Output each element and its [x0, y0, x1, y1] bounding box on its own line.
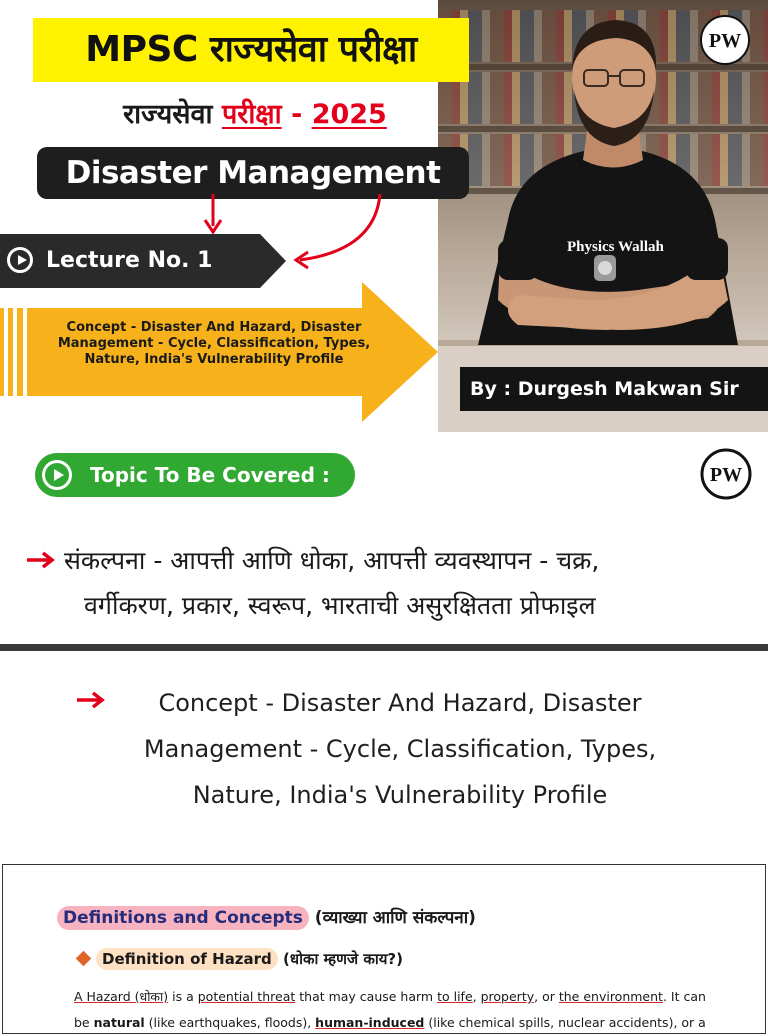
lecture-concept: Concept - Disaster And Hazard, Disaster Management - Cycle, Classification, Types, Nature, India's Vulnerability Profile: [57, 320, 371, 367]
exam-title: MPSC राज्यसेवा परीक्षा: [33, 18, 469, 82]
exam-word: परीक्षा: [221, 99, 282, 130]
topic-marathi: [64, 538, 744, 628]
doc-paragraph: [74, 984, 714, 1036]
section-divider: [0, 644, 768, 651]
topic-english-line2: Management - Cycle, Classification, Types,: [143, 735, 657, 763]
topic-marathi-line1: संकल्पना - आपत्ती आणि धोका, आपत्ती व्यवस्थापन - चक्र,: [64, 546, 600, 575]
topic-english: [100, 680, 700, 818]
pw-logo-icon: [699, 14, 751, 66]
play-icon: [7, 247, 33, 273]
exam-prefix: राज्यसेवा: [123, 99, 222, 130]
doc-paragraph-line2: be natural (like earthquakes, floods), human-induced (like chemical spills, nuclear accidents), or a: [74, 1015, 706, 1030]
svg-text:PW: PW: [709, 464, 743, 486]
exam-year: 2025: [311, 99, 387, 130]
doc-subheading: [96, 946, 403, 972]
exam-dash: -: [281, 99, 312, 130]
doc-heading-english: Definitions and Concepts: [57, 906, 309, 930]
doc-paragraph-line1: A Hazard (धोका) is a potential threat that may cause harm to life, property, or the environment. It can: [74, 989, 706, 1004]
thumbnail-banner: [0, 0, 768, 432]
svg-text:PW: PW: [708, 30, 742, 52]
doc-heading-marathi: (व्याख्या आणि संकल्पना): [308, 908, 476, 928]
topic-marathi-line2: वर्गीकरण, प्रकार, स्वरूप, भारताची असुरक्षितता प्रोफाइल: [84, 591, 596, 620]
author-name: By : Durgesh Makwan Sir: [470, 378, 739, 400]
red-arrow-icon: [26, 551, 56, 569]
shirt-brand-text: Physics Wallah: [567, 239, 664, 255]
topic-english-line3: Nature, India's Vulnerability Profile: [192, 781, 608, 809]
topic-label: Topic To Be Covered :: [90, 463, 330, 487]
exam-year-subtitle: [100, 94, 410, 131]
doc-subheading-english: Definition of Hazard: [96, 948, 278, 970]
pw-logo-icon: [700, 448, 752, 500]
lecture-number: Lecture No. 1: [46, 248, 213, 273]
topic-english-line1: Concept - Disaster And Hazard, Disaster: [158, 689, 642, 717]
doc-subheading-marathi: (धोका म्हणजे काय?): [277, 950, 403, 968]
doc-heading: [57, 904, 476, 932]
subject-title: Disaster Management: [37, 147, 469, 199]
play-icon: [42, 460, 72, 490]
